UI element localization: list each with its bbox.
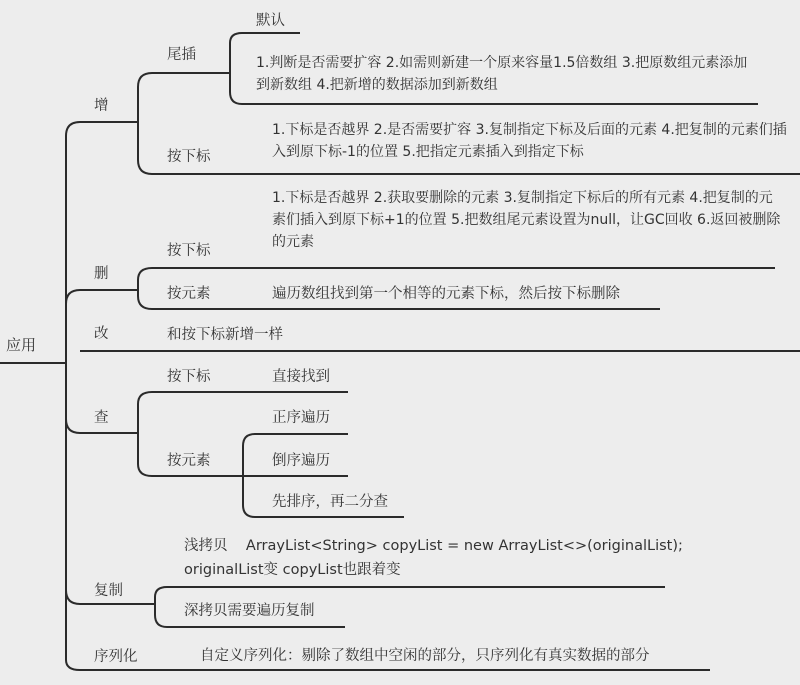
node-cha-element: 按元素	[167, 453, 211, 469]
node-shan-element: 按元素	[167, 286, 211, 302]
node-copy-shallow-line1: 浅拷贝 ArrayList<String> copyList = new ArrayList<>(originalList);	[184, 538, 683, 554]
node-weicha-desc: 1.判断是否需要扩容 2.如需则新建一个原来容量1.5倍数组 3.把原数组元素添加到新数组 4.把新增的数据添加到新数组	[256, 55, 748, 93]
node-serialize: 序列化	[94, 649, 138, 665]
node-cha-opt3: 先排序，再二分查	[272, 494, 388, 510]
node-zeng-weicha: 尾插	[167, 47, 196, 63]
root-label: 应用	[6, 336, 37, 354]
node-cha-index: 按下标	[167, 369, 211, 385]
node-copy-deep: 深拷贝需要遍历复制	[184, 603, 315, 619]
node-zeng-index: 按下标	[167, 149, 211, 165]
node-gai: 改	[94, 326, 109, 342]
node-weicha-default: 默认	[256, 13, 285, 29]
node-gai-desc: 和按下标新增一样	[167, 327, 283, 343]
node-cha: 查	[94, 410, 109, 426]
node-copy-shallow-line2: originalList变 copyList也跟着变	[184, 562, 401, 578]
node-cha-opt1: 正序遍历	[272, 410, 330, 426]
node-serialize-desc: 自定义序列化：剔除了数组中空闲的部分，只序列化有真实数据的部分	[200, 648, 650, 664]
main-trunk	[66, 122, 80, 670]
node-shan: 删	[94, 266, 109, 282]
node-zeng-index-desc: 1.下标是否越界 2.是否需要扩容 3.复制指定下标及后面的元素 4.把复制的元素们插入到原下标-1的位置 5.把指定元素插入到指定下标	[272, 122, 787, 160]
node-shan-index: 按下标	[167, 243, 211, 259]
node-shan-index-desc: 1.下标是否越界 2.获取要删除的元素 3.复制指定下标后的所有元素 4.把复制的元素们插入到原下标+1的位置 5.把数组尾元素设置为null，让GC回收 6.返回被删除的元素	[272, 190, 781, 250]
node-cha-opt2: 倒序遍历	[272, 453, 330, 469]
node-copy: 复制	[94, 583, 123, 599]
node-cha-index-desc: 直接找到	[272, 369, 330, 385]
node-shan-element-desc: 遍历数组找到第一个相等的元素下标，然后按下标删除	[272, 286, 620, 302]
node-zeng: 增	[94, 98, 109, 114]
